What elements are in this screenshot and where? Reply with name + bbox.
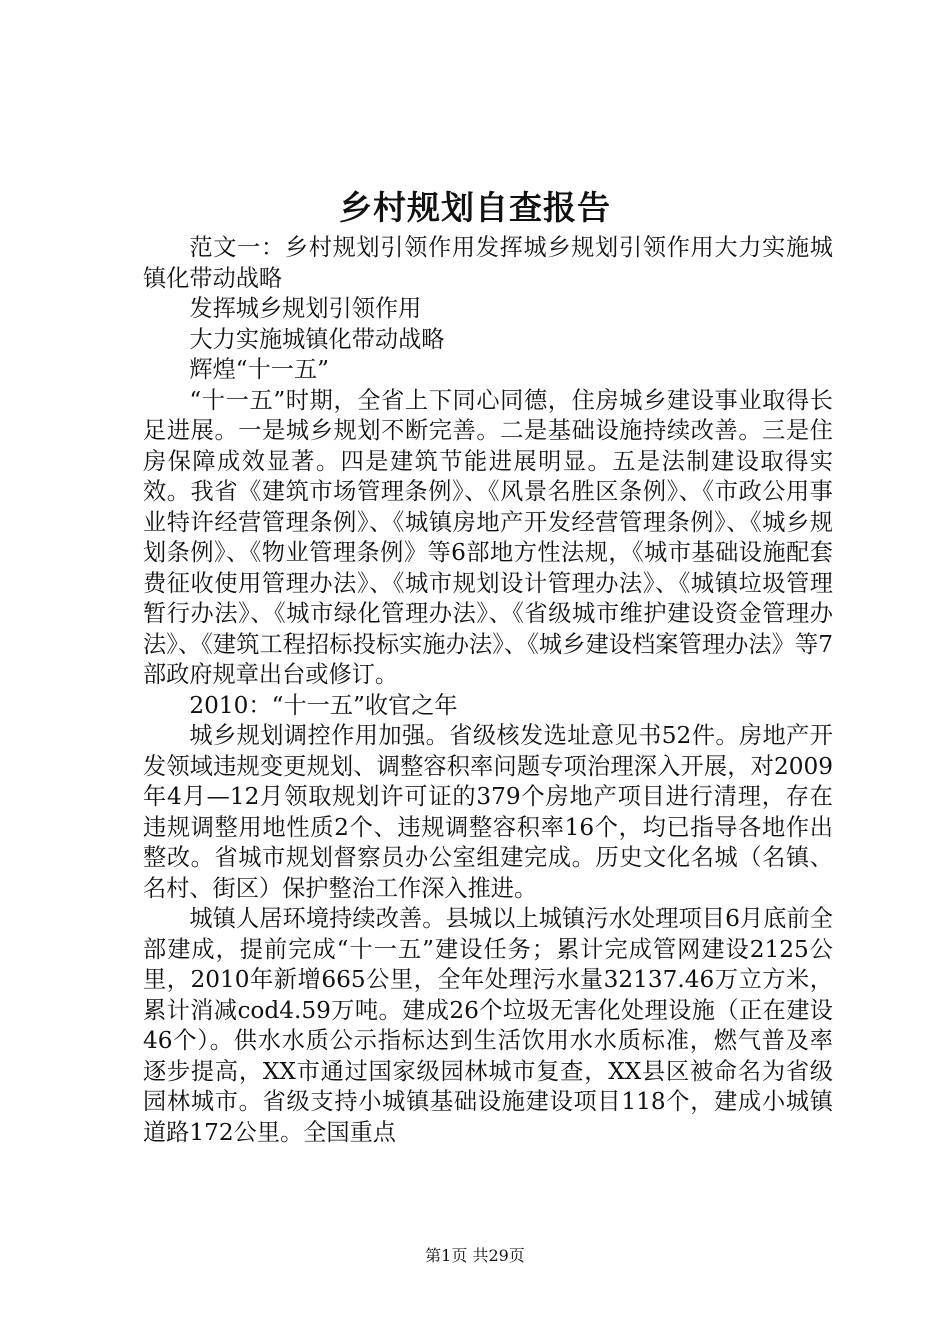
paragraph: 发挥城乡规划引领作用 xyxy=(189,295,422,322)
paragraph: 大力实施城镇化带动战略 xyxy=(189,325,445,353)
page-number-footer: 第1页 共29页 xyxy=(425,1246,525,1265)
document-title: 乡村规划自查报告 xyxy=(339,188,611,227)
paragraph: 辉煌“十一五” xyxy=(189,356,330,383)
paragraph: 城乡规划调控作用加强。省级核发选址意见书52件。房地产开发领域违规变更规划、调整容积率问题专项治理深入开展，对2009年4月—12月领取规划许可证的379个房地产项目进行清理，存在违规调整用地性质2个、违规调整容积率16个，均已指导各地作出整改。省城市规划督察员办公室组建完成。历史文化名城（名镇、名村、街区）保护整治工作深入推进。 xyxy=(143,722,833,902)
paragraph: 范文一：乡村规划引领作用发挥城乡规划引领作用大力实施城镇化带动战略 xyxy=(143,234,833,292)
paragraph: 2010：“十一五”收官之年 xyxy=(189,691,458,719)
document-body xyxy=(143,233,833,1148)
paragraph: 城镇人居环境持续改善。县城以上城镇污水处理项目6月底前全部建成，提前完成“十一五”建设任务；累计完成管网建设2125公里，2010年新增665公里，全年处理污水量32137.46万立方米，累计消减cod4.59万吨。建成26个垃圾无害化处理设施（正在建设46个）。供水水质公示指标达到生活饮用水水质标准，燃气普及率逐步提高，XX市通过国家级园林城市复查，XX县区被命名为省级园林城市。省级支持小城镇基础设施建设项目118个，建成小城镇道路172公里。全国重点 xyxy=(143,905,833,1146)
paragraph: “十一五”时期，全省上下同心同德，住房城乡建设事业取得长足进展。一是城乡规划不断完善。二是基础设施持续改善。三是住房保障成效显著。四是建筑节能进展明显。五是法制建设取得实效。我省《建筑市场管理条例》、《风景名胜区条例》、《市政公用事业特许经营管理条例》、《城镇房地产开发经营管理条例》、《城乡规划条例》、《物业管理条例》等6部地方性法规，《城市基础设施配套费征收使用管理办法》、《城市规划设计管理办法》、《城镇垃圾管理暂行办法》、《城市绿化管理办法》、《省级城市维护建设资金管理办法》、《建筑工程招标投标实施办法》、《城乡建设档案管理办法》等7部政府规章出台或修订。 xyxy=(143,386,833,688)
